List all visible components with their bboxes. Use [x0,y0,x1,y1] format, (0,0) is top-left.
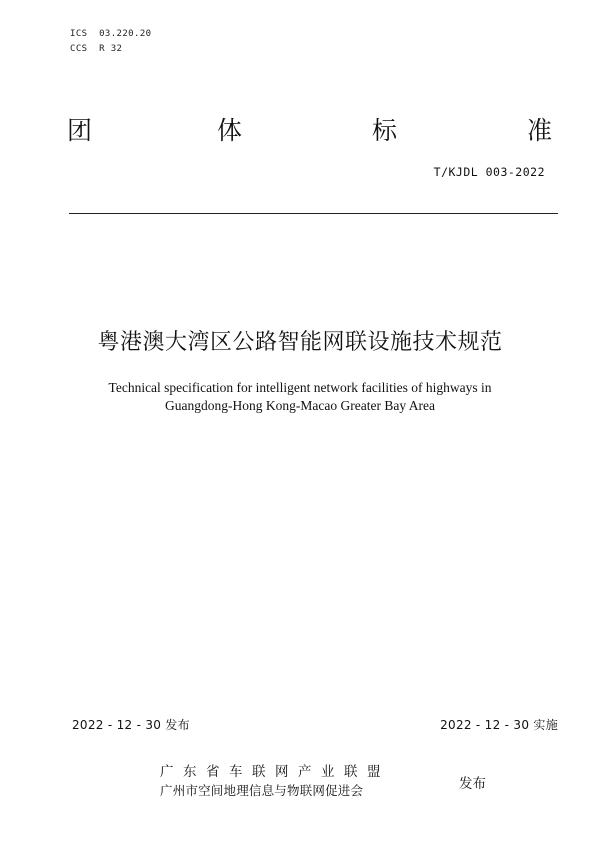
publisher-org-1: 广东省车联网产业联盟 [160,764,390,780]
issue-date: 2022 - 12 - 30 发布 [72,718,190,732]
implementation-date: 2022 - 12 - 30 实施 [440,718,558,732]
document-title-zh: 粤港澳大湾区公路智能网联设施技术规范 [97,330,503,355]
category-char-1: 团 [67,116,93,145]
category-char-2: 体 [217,116,243,145]
ics-code: ICS 03.220.20 [70,29,152,39]
category-char-4: 准 [527,116,553,145]
standard-number: T/KJDL 003-2022 [433,165,545,179]
category-char-3: 标 [372,116,398,145]
document-title-en-line2: Guangdong-Hong Kong-Macao Greater Bay Area [165,398,435,413]
header-divider [69,213,558,214]
publisher-org-2: 广州市空间地理信息与物联网促进会 [160,783,364,798]
publish-label: 发布 [459,776,486,792]
document-title-en-line1: Technical specification for intelligent network facilities of highways in [108,380,492,395]
ccs-code: CCS R 32 [70,44,123,54]
